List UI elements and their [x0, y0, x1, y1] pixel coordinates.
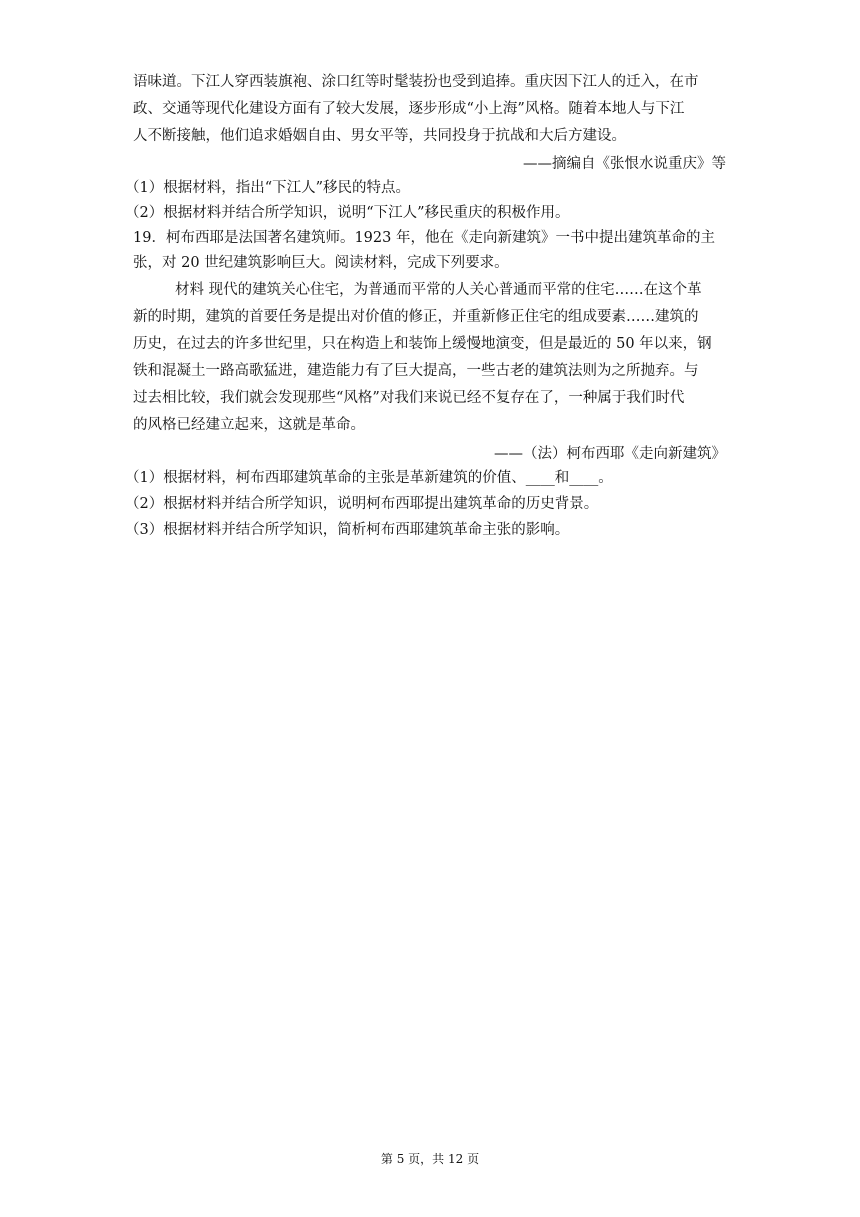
q18-material-line-2: 政、交通等现代化建设方面有了较大发展，逐步形成“小上海”风格。随着本地人与下江	[133, 101, 685, 117]
q19-source: ——（法）柯布西耶《走向新建筑》	[494, 446, 726, 462]
q19-material-line-4: 铁和混凝土一路高歌猛进，建造能力有了巨大提高，一些古老的建筑法则为之所抛弃。与	[133, 363, 699, 379]
q18-material-line-3: 人不断接触，他们追求婚姻自由、男女平等，共同投身于抗战和大后方建设。	[133, 128, 626, 144]
q18-subquestion-2: （2）根据材料并结合所学知识，说明“下江人”移民重庆的积极作用。	[125, 205, 570, 221]
q19-subquestion-3: （3）根据材料并结合所学知识，简析柯布西耶建筑革命主张的影响。	[125, 522, 570, 538]
q19-subquestion-1: （1）根据材料，柯布西耶建筑革命的主张是革新建筑的价值、____和____。	[125, 470, 613, 486]
q18-subquestion-1: （1）根据材料，指出“下江人”移民的特点。	[125, 180, 411, 196]
q19-stem-line-1: 19．柯布西耶是法国著名建筑师。1923 年，他在《走向新建筑》一书中提出建筑革命的主	[133, 230, 715, 246]
q19-subquestion-2: （2）根据材料并结合所学知识，说明柯布西耶提出建筑革命的历史背景。	[125, 496, 599, 512]
q19-material-line-3: 历史，在过去的许多世纪里，只在构造上和装饰上缓慢地演变，但是最近的 50 年以来，钢	[133, 336, 712, 352]
q19-material-line-2: 新的时期，建筑的首要任务是提出对价值的修正，并重新修正住宅的组成要素……建筑的	[133, 309, 699, 325]
q18-source: ——摘编自《张恨水说重庆》等	[523, 156, 726, 172]
q19-material-line-5: 过去相比较，我们就会发现那些“风格”对我们来说已经不复存在了，一种属于我们时代	[133, 390, 685, 406]
q18-material-line-1: 语味道。下江人穿西装旗袍、涂口红等时髦装扮也受到追捧。重庆因下江人的迁入，在市	[133, 74, 699, 90]
q19-stem-line-2: 张，对 20 世纪建筑影响巨大。阅读材料，完成下列要求。	[133, 255, 509, 271]
q19-material-line-1: 材料 现代的建筑关心住宅，为普通而平常的人关心普通而平常的住宅……在这个革	[175, 282, 702, 298]
q19-material-line-6: 的风格已经建立起来，这就是革命。	[133, 417, 365, 433]
page-number-footer: 第 5 页，共 12 页	[380, 1152, 480, 1166]
